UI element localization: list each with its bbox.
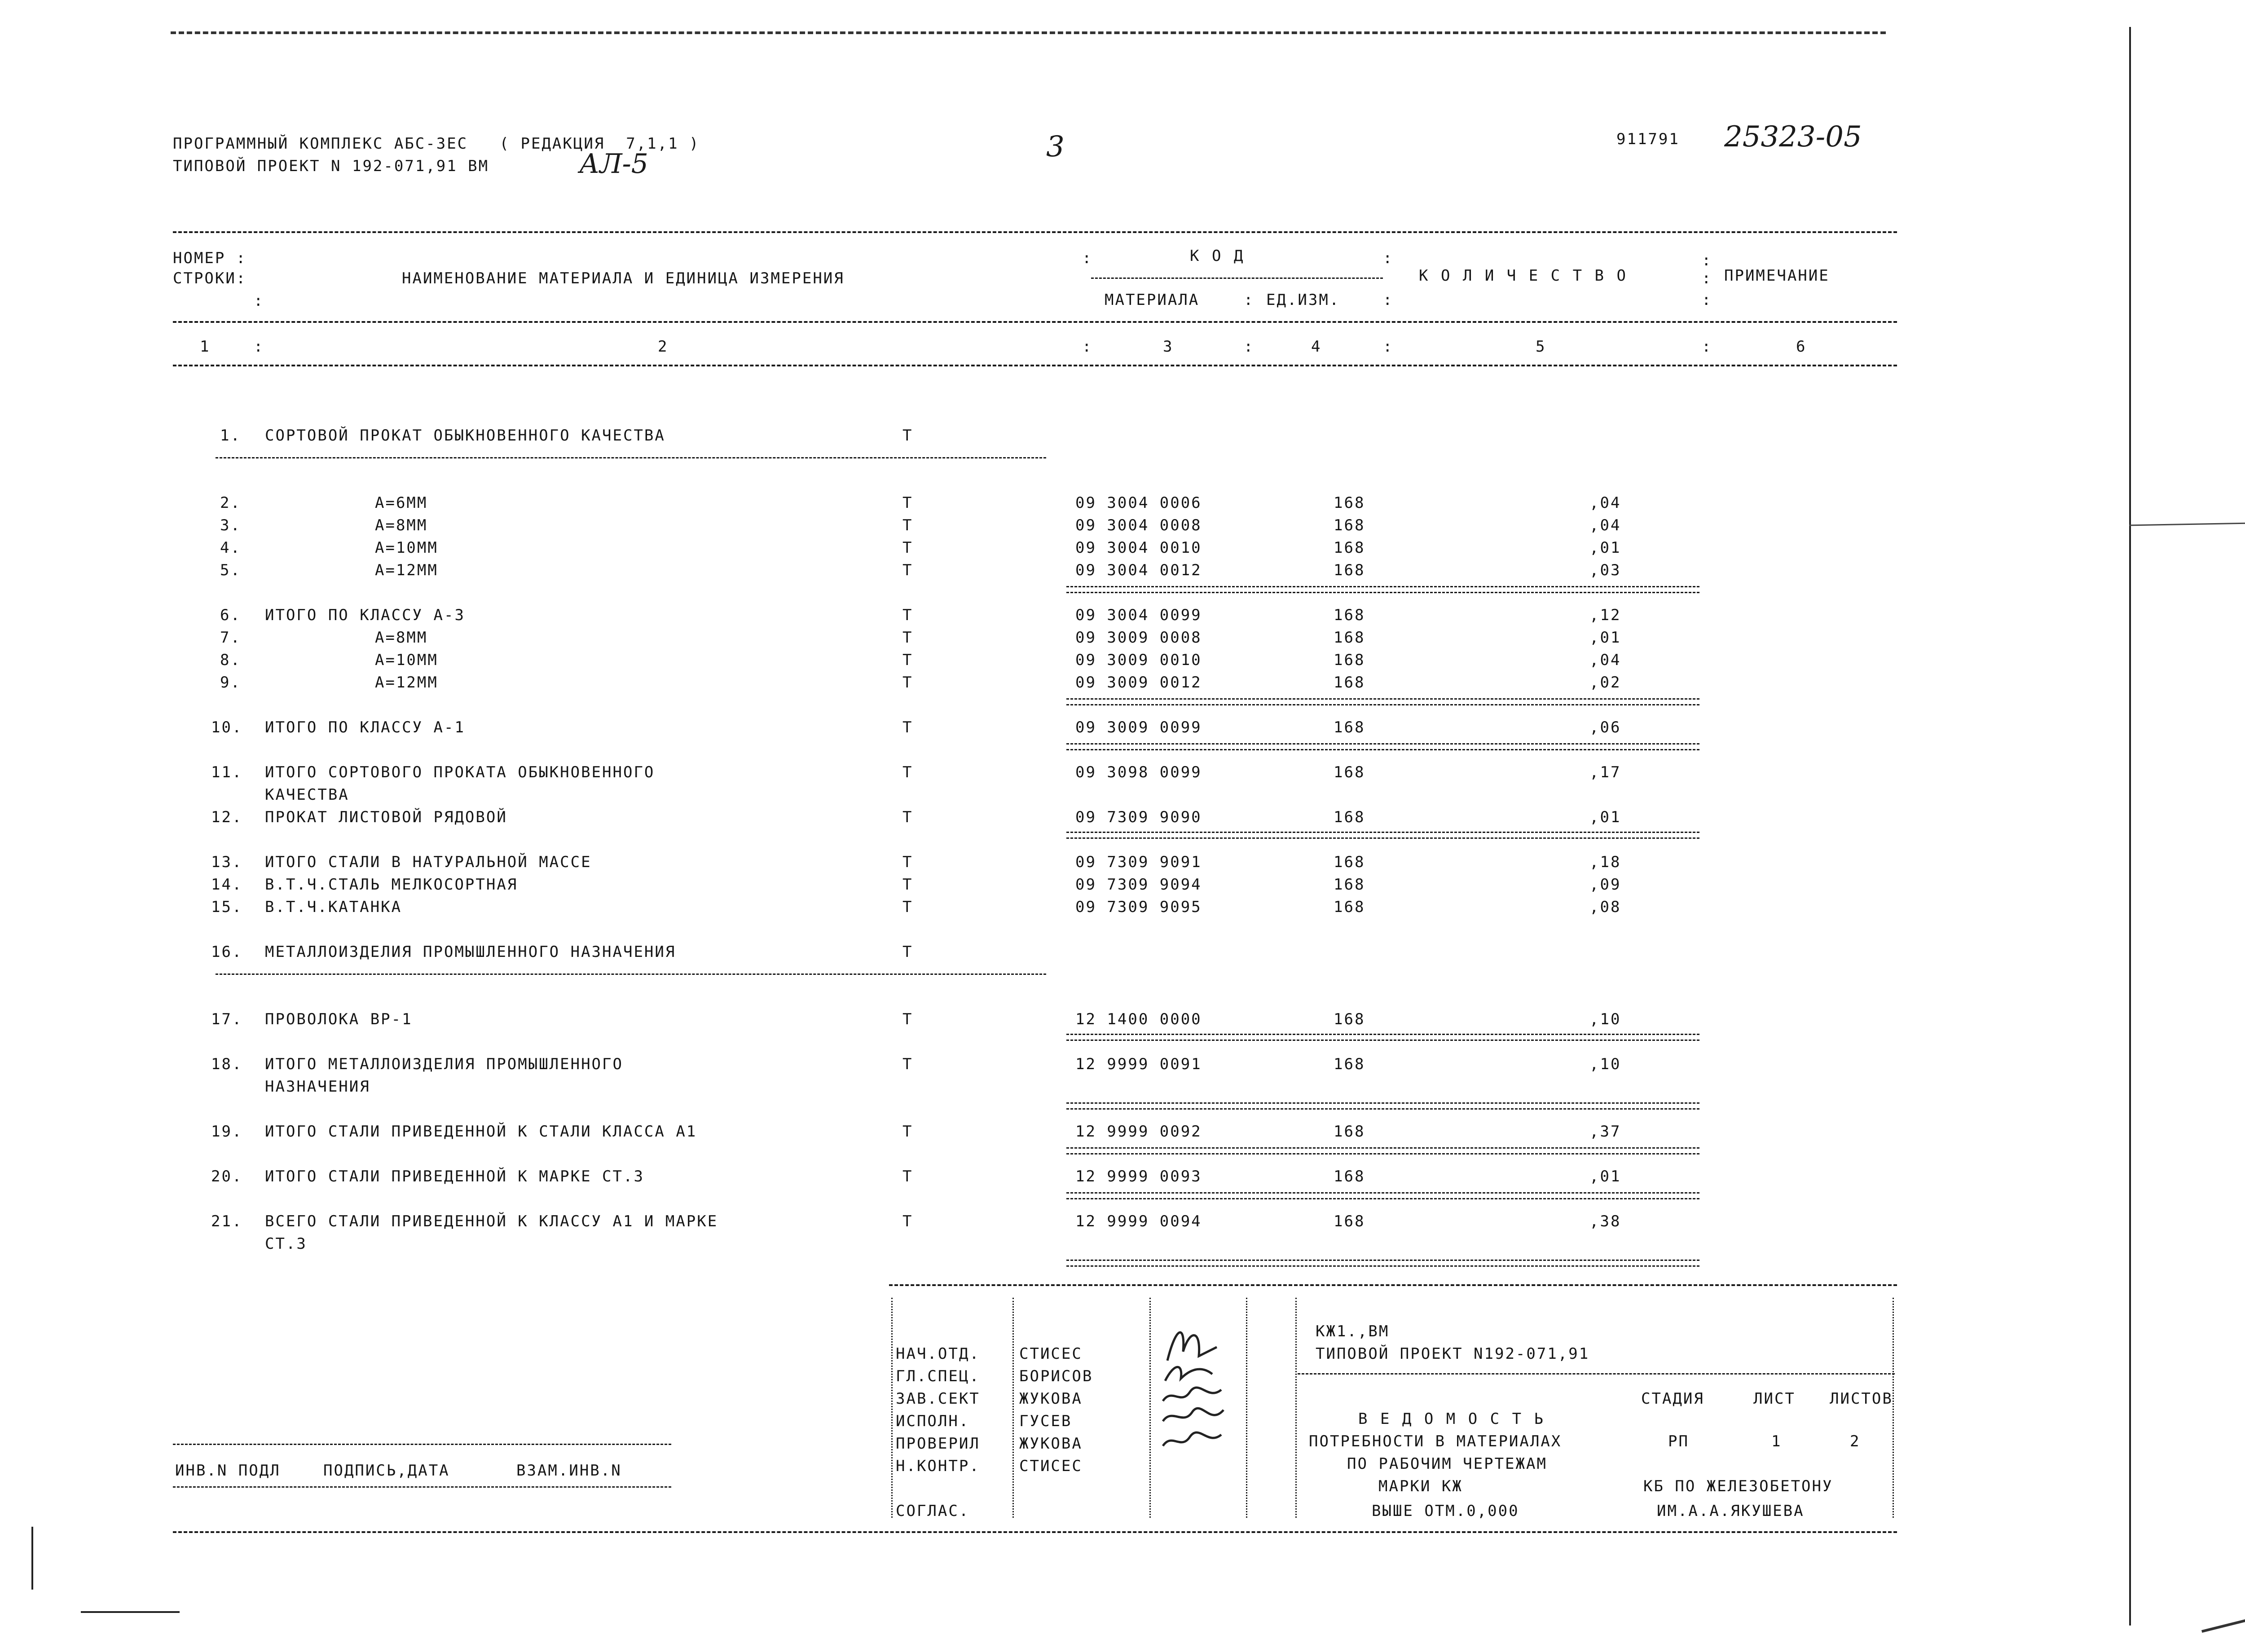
row-unit: Т xyxy=(902,943,913,961)
section-rule xyxy=(216,457,1046,458)
row-qty: ,38 xyxy=(1589,1212,1621,1230)
head-bottom-rule xyxy=(173,365,1897,366)
stamp-title-2: ПОТРЕБНОСТИ В МАТЕРИАЛАХ xyxy=(1309,1432,1562,1450)
row-number: 7. xyxy=(220,629,241,647)
row-unit: Т xyxy=(902,1055,913,1073)
page-number: 3 xyxy=(1046,130,1065,163)
row-unit: Т xyxy=(902,876,913,894)
stamp-sheets-head: ЛИСТОВ xyxy=(1830,1390,1893,1408)
left-corner-mark xyxy=(31,1527,33,1590)
row-code: 09 3004 0099 xyxy=(1075,606,1202,624)
row-name: А=10ММ xyxy=(375,651,438,669)
row-qty: ,17 xyxy=(1589,763,1621,781)
signature-stamp-5 xyxy=(1158,1428,1230,1455)
row-qty: ,04 xyxy=(1589,494,1621,512)
col-number-head-b: СТРОКИ: xyxy=(173,269,247,287)
col-number-head-a: НОМЕР : xyxy=(173,249,247,267)
subtotal-rule xyxy=(1066,698,1699,705)
stamp-col-line xyxy=(1012,1298,1014,1518)
row-number: 4. xyxy=(220,539,241,557)
table-top-rule xyxy=(173,231,1897,233)
row-name: МЕТАЛЛОИЗДЕЛИЯ ПРОМЫШЛЕННОГО НАЗНАЧЕНИЯ xyxy=(265,943,676,961)
row-number: 6. xyxy=(220,606,241,624)
stamp-title-3: ПО РАБОЧИМ ЧЕРТЕЖАМ xyxy=(1347,1455,1547,1473)
row-qty: ,12 xyxy=(1589,606,1621,624)
row-unit: Т xyxy=(902,651,913,669)
stamp-project: ТИПОВОЙ ПРОЕКТ N192-071,91 xyxy=(1316,1345,1590,1363)
row-name: А=8ММ xyxy=(375,516,428,534)
stamp-person: СТИСЕС xyxy=(1019,1345,1083,1363)
row-code: 09 3009 0010 xyxy=(1075,651,1202,669)
row-name: ПРОВОЛОКА ВР-1 xyxy=(265,1010,413,1028)
row-ed: 168 xyxy=(1334,539,1365,557)
row-code: 09 7309 9095 xyxy=(1075,898,1202,916)
row-name-cont: СТ.3 xyxy=(265,1235,307,1253)
stamp-top-rule xyxy=(889,1284,1897,1286)
row-number: 14. xyxy=(211,876,243,894)
stamp-role: ЗАВ.СЕКТ xyxy=(896,1390,980,1408)
col-colon: : xyxy=(1702,338,1712,356)
row-number: 8. xyxy=(220,651,241,669)
row-unit: Т xyxy=(902,561,913,579)
code-unit-head: ЕД.ИЗМ. xyxy=(1266,291,1340,309)
row-name: ИТОГО СТАЛИ В НАТУРАЛЬНОЙ МАССЕ xyxy=(265,853,592,871)
project-line: ТИПОВОЙ ПРОЕКТ N 192-071,91 ВМ xyxy=(173,157,489,175)
subtotal-rule xyxy=(1066,832,1699,839)
subtotal-rule xyxy=(1066,1034,1699,1041)
stamp-person: ЖУКОВА xyxy=(1019,1435,1083,1453)
row-ed: 168 xyxy=(1334,853,1365,871)
row-name: ВСЕГО СТАЛИ ПРИВЕДЕННОЙ К КЛАССУ А1 И МАРКЕ xyxy=(265,1212,718,1230)
row-unit: Т xyxy=(902,898,913,916)
row-qty: ,08 xyxy=(1589,898,1621,916)
stamp-person: СТИСЕС xyxy=(1019,1457,1083,1475)
row-number: 9. xyxy=(220,674,241,692)
row-number: 11. xyxy=(211,763,243,781)
stamp-title-4: МАРКИ КЖ xyxy=(1378,1477,1463,1495)
stamp-person: ГУСЕВ xyxy=(1019,1412,1072,1430)
col-num-5: 5 xyxy=(1536,338,1546,356)
row-code: 09 3004 0010 xyxy=(1075,539,1202,557)
col-colon: : xyxy=(1702,269,1712,287)
row-code: 12 9999 0093 xyxy=(1075,1167,1202,1185)
stamp-org-2: ИМ.А.А.ЯКУШЕВА xyxy=(1657,1502,1805,1520)
row-unit: Т xyxy=(902,1167,913,1185)
doc-number: 911791 xyxy=(1616,130,1680,148)
row-qty: ,04 xyxy=(1589,651,1621,669)
col-colon: : xyxy=(1702,291,1712,309)
row-code: 09 3004 0012 xyxy=(1075,561,1202,579)
stamp-stage-head: СТАДИЯ xyxy=(1641,1390,1704,1408)
quantity-head: К О Л И Ч Е С Т В О xyxy=(1419,267,1628,285)
row-unit: Т xyxy=(902,853,913,871)
row-number: 15. xyxy=(211,898,243,916)
row-ed: 168 xyxy=(1334,494,1365,512)
row-code: 12 9999 0091 xyxy=(1075,1055,1202,1073)
stamp-person: БОРИСОВ xyxy=(1019,1367,1093,1385)
row-qty: ,18 xyxy=(1589,853,1621,871)
col-colon: : xyxy=(1082,249,1093,267)
col-colon: : xyxy=(1383,249,1394,267)
row-number: 12. xyxy=(211,808,243,826)
row-unit: Т xyxy=(902,629,913,647)
col-num-1: 1 xyxy=(200,338,211,356)
col-colon: : xyxy=(1244,338,1255,356)
stamp-col-line xyxy=(1149,1298,1151,1518)
row-name-cont: НАЗНАЧЕНИЯ xyxy=(265,1078,370,1096)
col-colon: : xyxy=(1082,338,1093,356)
row-ed: 168 xyxy=(1334,876,1365,894)
subtotal-rule xyxy=(1066,586,1699,593)
subtotal-rule xyxy=(1066,1192,1699,1199)
page-bottom-rule xyxy=(173,1531,1897,1533)
row-qty: ,01 xyxy=(1589,539,1621,557)
col-colon: : xyxy=(1244,291,1255,309)
inventory-top-rule xyxy=(173,1444,671,1445)
stamp-sheet-head: ЛИСТ xyxy=(1753,1390,1796,1408)
row-qty: ,10 xyxy=(1589,1010,1621,1028)
stamp-col-line xyxy=(1295,1298,1297,1518)
stamp-role: НАЧ.ОТД. xyxy=(896,1345,980,1363)
row-qty: ,01 xyxy=(1589,808,1621,826)
row-number: 5. xyxy=(220,561,241,579)
col-colon: : xyxy=(1702,251,1712,269)
subtotal-rule xyxy=(1066,1102,1699,1110)
row-number: 18. xyxy=(211,1055,243,1073)
row-ed: 168 xyxy=(1334,1010,1365,1028)
col-colon: : xyxy=(1383,291,1394,309)
row-qty: ,37 xyxy=(1589,1123,1621,1141)
code-material-head: МАТЕРИАЛА xyxy=(1105,291,1200,309)
row-name: ИТОГО ПО КЛАССУ А-3 xyxy=(265,606,465,624)
row-qty: ,10 xyxy=(1589,1055,1621,1073)
stamp-org-1: КБ ПО ЖЕЛЕЗОБЕТОНУ xyxy=(1643,1477,1833,1495)
row-number: 3. xyxy=(220,516,241,534)
row-number: 10. xyxy=(211,718,243,736)
stamp-sheet: 1 xyxy=(1771,1432,1782,1450)
row-unit: Т xyxy=(902,674,913,692)
col-colon: : xyxy=(254,338,264,356)
row-ed: 168 xyxy=(1334,763,1365,781)
row-name: В.Т.Ч.КАТАНКА xyxy=(265,898,402,916)
stamp-role: Н.КОНТР. xyxy=(896,1457,980,1475)
row-code: 09 3009 0008 xyxy=(1075,629,1202,647)
inventory-mid-rule xyxy=(173,1486,671,1488)
stamp-sheets: 2 xyxy=(1850,1432,1861,1450)
row-ed: 168 xyxy=(1334,674,1365,692)
fold-mark-bottom xyxy=(2201,1603,2245,1633)
row-ed: 168 xyxy=(1334,1212,1365,1230)
row-code: 09 3004 0006 xyxy=(1075,494,1202,512)
row-unit: Т xyxy=(902,427,913,445)
row-code: 09 7309 9094 xyxy=(1075,876,1202,894)
row-ed: 168 xyxy=(1334,1123,1365,1141)
row-name: СОРТОВОЙ ПРОКАТ ОБЫКНОВЕННОГО КАЧЕСТВА xyxy=(265,427,665,445)
stamp-col-line xyxy=(891,1298,893,1518)
code-group-head: К О Д xyxy=(1190,247,1245,265)
row-code: 12 1400 0000 xyxy=(1075,1010,1202,1028)
row-unit: Т xyxy=(902,1010,913,1028)
row-ed: 168 xyxy=(1334,808,1365,826)
inventory-col-3: ВЗАМ.ИНВ.N xyxy=(516,1462,622,1480)
stamp-role: ИСПОЛН. xyxy=(896,1412,970,1430)
stamp-person: ЖУКОВА xyxy=(1019,1390,1083,1408)
row-name-cont: КАЧЕСТВА xyxy=(265,786,349,804)
row-qty: ,02 xyxy=(1589,674,1621,692)
row-unit: Т xyxy=(902,539,913,557)
subtotal-rule xyxy=(1066,743,1699,750)
subtotal-rule xyxy=(1066,1147,1699,1154)
col-num-6: 6 xyxy=(1796,338,1807,356)
project-mark-handwritten: АЛ-5 xyxy=(579,148,648,180)
stamp-title-1: В Е Д О М О С Т Ь xyxy=(1358,1410,1545,1428)
row-name: А=12ММ xyxy=(375,561,438,579)
row-code: 09 7309 9090 xyxy=(1075,808,1202,826)
row-name: ИТОГО ПО КЛАССУ А-1 xyxy=(265,718,465,736)
row-ed: 168 xyxy=(1334,1055,1365,1073)
row-number: 2. xyxy=(220,494,241,512)
row-unit: Т xyxy=(902,1123,913,1141)
right-margin-line xyxy=(2129,27,2131,1626)
row-code: 12 9999 0094 xyxy=(1075,1212,1202,1230)
stamp-role: СОГЛАС. xyxy=(896,1502,970,1520)
row-name: ИТОГО СТАЛИ ПРИВЕДЕННОЙ К СТАЛИ КЛАССА А1 xyxy=(265,1123,697,1141)
row-number: 21. xyxy=(211,1212,243,1230)
subtotal-rule xyxy=(1066,1260,1699,1267)
row-code: 12 9999 0092 xyxy=(1075,1123,1202,1141)
row-name: ИТОГО СТАЛИ ПРИВЕДЕННОЙ К МАРКЕ СТ.3 xyxy=(265,1167,644,1185)
row-qty: ,04 xyxy=(1589,516,1621,534)
row-unit: Т xyxy=(902,718,913,736)
fold-mark xyxy=(2129,522,2245,526)
top-dashed-edge xyxy=(171,31,1886,34)
row-qty: ,09 xyxy=(1589,876,1621,894)
col-num-3: 3 xyxy=(1163,338,1174,356)
row-code: 09 3009 0099 xyxy=(1075,718,1202,736)
stamp-role: ПРОВЕРИЛ xyxy=(896,1435,980,1453)
row-unit: Т xyxy=(902,516,913,534)
row-qty: ,01 xyxy=(1589,1167,1621,1185)
row-name: ИТОГО МЕТАЛЛОИЗДЕЛИЯ ПРОМЫШЛЕННОГО xyxy=(265,1055,623,1073)
code-sub-rule xyxy=(1091,278,1383,279)
row-qty: ,01 xyxy=(1589,629,1621,647)
row-unit: Т xyxy=(902,763,913,781)
row-number: 17. xyxy=(211,1010,243,1028)
head-rule xyxy=(173,321,1897,323)
row-code: 09 3098 0099 xyxy=(1075,763,1202,781)
row-number: 19. xyxy=(211,1123,243,1141)
row-name: А=6ММ xyxy=(375,494,428,512)
row-ed: 168 xyxy=(1334,1167,1365,1185)
note-head: ПРИМЕЧАНИЕ xyxy=(1724,267,1830,285)
row-ed: 168 xyxy=(1334,651,1365,669)
stamp-stage: РП xyxy=(1668,1432,1689,1450)
stamp-role: ГЛ.СПЕЦ. xyxy=(896,1367,980,1385)
row-ed: 168 xyxy=(1334,718,1365,736)
row-code: 09 7309 9091 xyxy=(1075,853,1202,871)
row-number: 1. xyxy=(220,427,241,445)
col-num-2: 2 xyxy=(658,338,669,356)
row-code: 09 3004 0008 xyxy=(1075,516,1202,534)
col-name-head: НАИМЕНОВАНИЕ МАТЕРИАЛА И ЕДИНИЦА ИЗМЕРЕНИЯ xyxy=(402,269,845,287)
col-colon: : xyxy=(1383,338,1394,356)
row-name: В.Т.Ч.СТАЛЬ МЕЛКОСОРТНАЯ xyxy=(265,876,518,894)
row-name: А=10ММ xyxy=(375,539,438,557)
stamp-col-line xyxy=(1246,1298,1247,1518)
row-name: ПРОКАТ ЛИСТОВОЙ РЯДОВОЙ xyxy=(265,808,507,826)
stamp-code-line: КЖ1.,ВМ xyxy=(1316,1322,1390,1340)
row-unit: Т xyxy=(902,606,913,624)
row-ed: 168 xyxy=(1334,606,1365,624)
row-ed: 168 xyxy=(1334,516,1365,534)
stamp-title-5: ВЫШЕ ОТМ.0,000 xyxy=(1372,1502,1519,1520)
inventory-col-1: ИНВ.N ПОДЛ xyxy=(175,1462,281,1480)
col-num-4: 4 xyxy=(1311,338,1322,356)
row-ed: 168 xyxy=(1334,561,1365,579)
row-code: 09 3009 0012 xyxy=(1075,674,1202,692)
left-bottom-mark xyxy=(81,1611,180,1613)
row-qty: ,06 xyxy=(1589,718,1621,736)
row-unit: Т xyxy=(902,1212,913,1230)
row-unit: Т xyxy=(902,494,913,512)
stamp-rule xyxy=(1298,1373,1895,1374)
row-name: А=12ММ xyxy=(375,674,438,692)
section-rule xyxy=(216,974,1046,975)
program-line: ПРОГРАММНЫЙ КОМПЛЕКС АБС-ЗЕС ( РЕДАКЦИЯ 7,1,1 ) xyxy=(173,135,700,153)
inventory-col-2: ПОДПИСЬ,ДАТА xyxy=(323,1462,450,1480)
row-number: 20. xyxy=(211,1167,243,1185)
row-qty: ,03 xyxy=(1589,561,1621,579)
row-ed: 168 xyxy=(1334,898,1365,916)
row-name: ИТОГО СОРТОВОГО ПРОКАТА ОБЫКНОВЕННОГО xyxy=(265,763,655,781)
row-number: 13. xyxy=(211,853,243,871)
stamp-col-line xyxy=(1893,1298,1894,1518)
doc-code-handwritten: 25323-05 xyxy=(1724,120,1862,154)
col-colon: : xyxy=(254,292,264,310)
row-name: А=8ММ xyxy=(375,629,428,647)
row-number: 16. xyxy=(211,943,243,961)
row-ed: 168 xyxy=(1334,629,1365,647)
row-unit: Т xyxy=(902,808,913,826)
